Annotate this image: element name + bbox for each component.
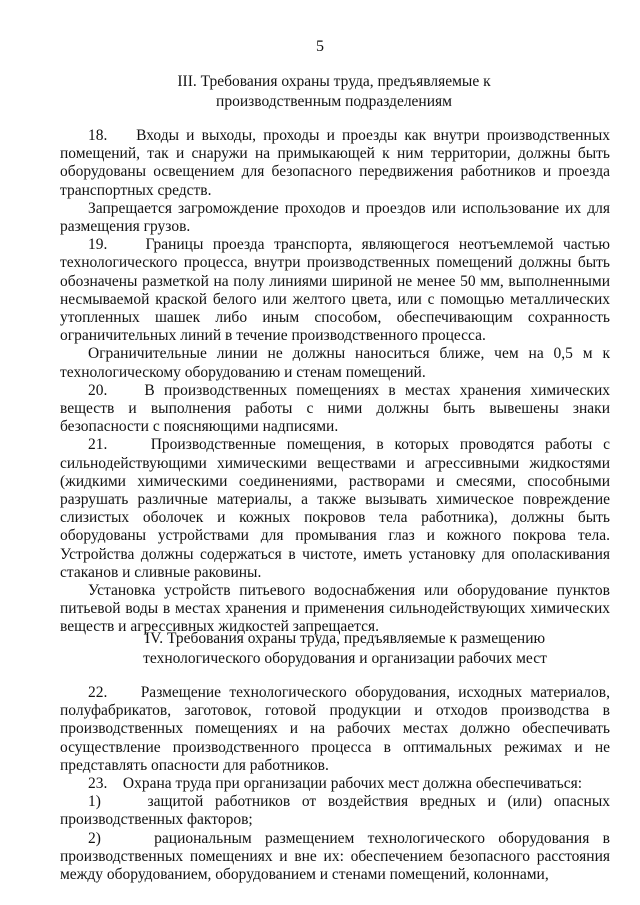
paragraph-23: 23. Охрана труда при организации рабочих мест должна обеспечиваться: bbox=[88, 775, 583, 793]
paragraph-19: 19. Границы проезда транспорта, являющегося неотъемлемой частью технологического процесса, внутри производственных помещений должны быть обозначены разметкой на полу линиями шириной не менее 50 мм, выполненными несмываемой краской белого или желтого цвета, или с помощью металлических утопленных шашек либо иным способом, обеспечивающим сохранность ограничительных линий в течение производственного процесса. bbox=[60, 236, 610, 345]
page-number: 5 bbox=[316, 38, 324, 55]
paragraph-22: 22. Размещение технологического оборудования, исходных материалов, полуфабрикатов, заготовок, готовой продукции и отходов производства в производственных помещениях и на рабочих местах должно обеспечивать осуществление производственного процесса в оптимальных режимах и не представлять опасности для работников. bbox=[60, 684, 610, 774]
paragraph-21-note: Установка устройств питьевого водоснабжения или оборудование пунктов питьевой воды в местах хранения и применения сильнодействующих химических веществ и агрессивных жидкостей запрещается. bbox=[60, 582, 610, 636]
section-4-title-line-2: технологического оборудования и организации рабочих мест bbox=[143, 650, 547, 667]
paragraph-20: 20. В производственных помещениях в местах хранения химических веществ и выполнения работы с ними должны быть вывешены знаки безопасности с поясняющими надписями. bbox=[60, 381, 610, 436]
paragraph-19-note: Ограничительные линии не должны наноситься ближе, чем на 0,5 м к технологическому оборудованию и стенам помещений. bbox=[60, 345, 610, 381]
list-item-1: 1) защитой работников от воздействия вредных и (или) опасных производственных факторов; bbox=[60, 793, 610, 829]
section-3-body bbox=[60, 127, 610, 637]
section-4-heading bbox=[80, 629, 610, 669]
section-3-heading bbox=[60, 72, 608, 112]
paragraph-21: 21. Производственные помещения, в которых проводятся работы с сильнодействующими химическими веществами и агрессивными жидкостями (жидкими химическими соединениями, растворами и смесями, способными разрушать различные материалы, а также вызывать химическое повреждение слизистых оболочек и кожных покровов тела работника), должны быть оборудованы устройствами для промывания глаз и кожного покрова тела. Устройства должны содержаться в чистоте, иметь установку для ополаскивания стаканов и сливные раковины. bbox=[60, 436, 610, 581]
list-item-2: 2) рациональным размещением технологического оборудования в производственных помещениях и вне их: обеспечением безопасного расстояния между оборудованием, оборудованием и стенами помещений, колоннами, bbox=[60, 829, 610, 884]
section-3-title-line-2: производственным подразделениям bbox=[216, 93, 452, 110]
paragraph-18: 18. Входы и выходы, проходы и проезды как внутри производственных помещений, так и снаружи на примыкающей к ним территории, должны быть оборудованы освещением для безопасного передвижения работников и проезда транспортных средств. bbox=[60, 127, 610, 199]
section-4-body bbox=[60, 684, 610, 884]
section-3-title-line-1: III. Требования охраны труда, предъявляемые к bbox=[177, 73, 491, 90]
paragraph-18-note: Запрещается загромождение проходов и проездов или использование их для размещения грузов. bbox=[60, 199, 610, 236]
section-4-title-line-1: IV. Требования охраны труда, предъявляемые к размещению bbox=[144, 630, 546, 647]
